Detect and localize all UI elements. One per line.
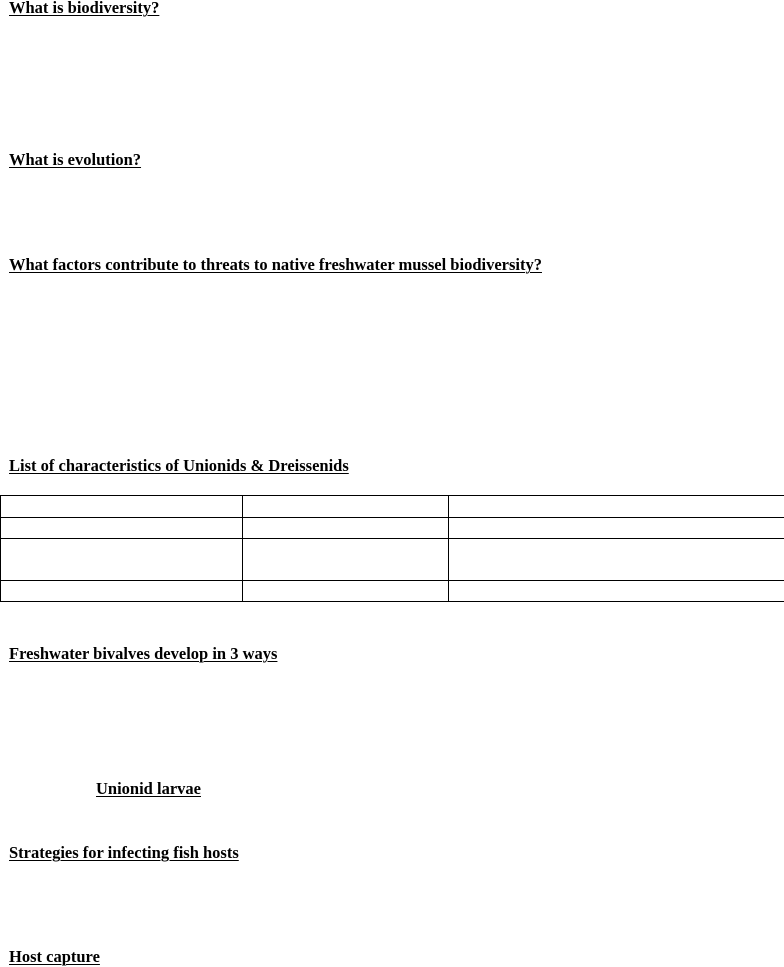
heading-infection-strategies: Strategies for infecting fish hosts (9, 843, 239, 862)
table-cell (243, 518, 449, 539)
table-cell (243, 539, 449, 581)
heading-what-is-biodiversity: What is biodiversity? (9, 0, 160, 17)
table-cell (1, 518, 243, 539)
heading-unionid-larvae: Unionid larvae (96, 779, 201, 798)
heading-what-is-evolution: What is evolution? (9, 150, 142, 169)
table-cell (243, 581, 449, 602)
heading-bivalves-develop: Freshwater bivalves develop in 3 ways (9, 644, 278, 663)
heading-threats-factors: What factors contribute to threats to native freshwater mussel biodiversity? (9, 255, 542, 274)
table-row (1, 539, 784, 581)
table-cell (1, 539, 243, 581)
table-cell (449, 496, 784, 518)
table-row (1, 496, 784, 518)
table-cell (243, 496, 449, 518)
table-cell (449, 539, 784, 581)
heading-host-capture: Host capture (9, 947, 100, 966)
table-cell (449, 518, 784, 539)
table-row (1, 518, 784, 539)
table-cell (449, 581, 784, 602)
heading-characteristics-list: List of characteristics of Unionids & Dreissenids (9, 456, 349, 475)
characteristics-table (0, 495, 784, 602)
table-cell (1, 581, 243, 602)
table-cell (1, 496, 243, 518)
table-row (1, 581, 784, 602)
